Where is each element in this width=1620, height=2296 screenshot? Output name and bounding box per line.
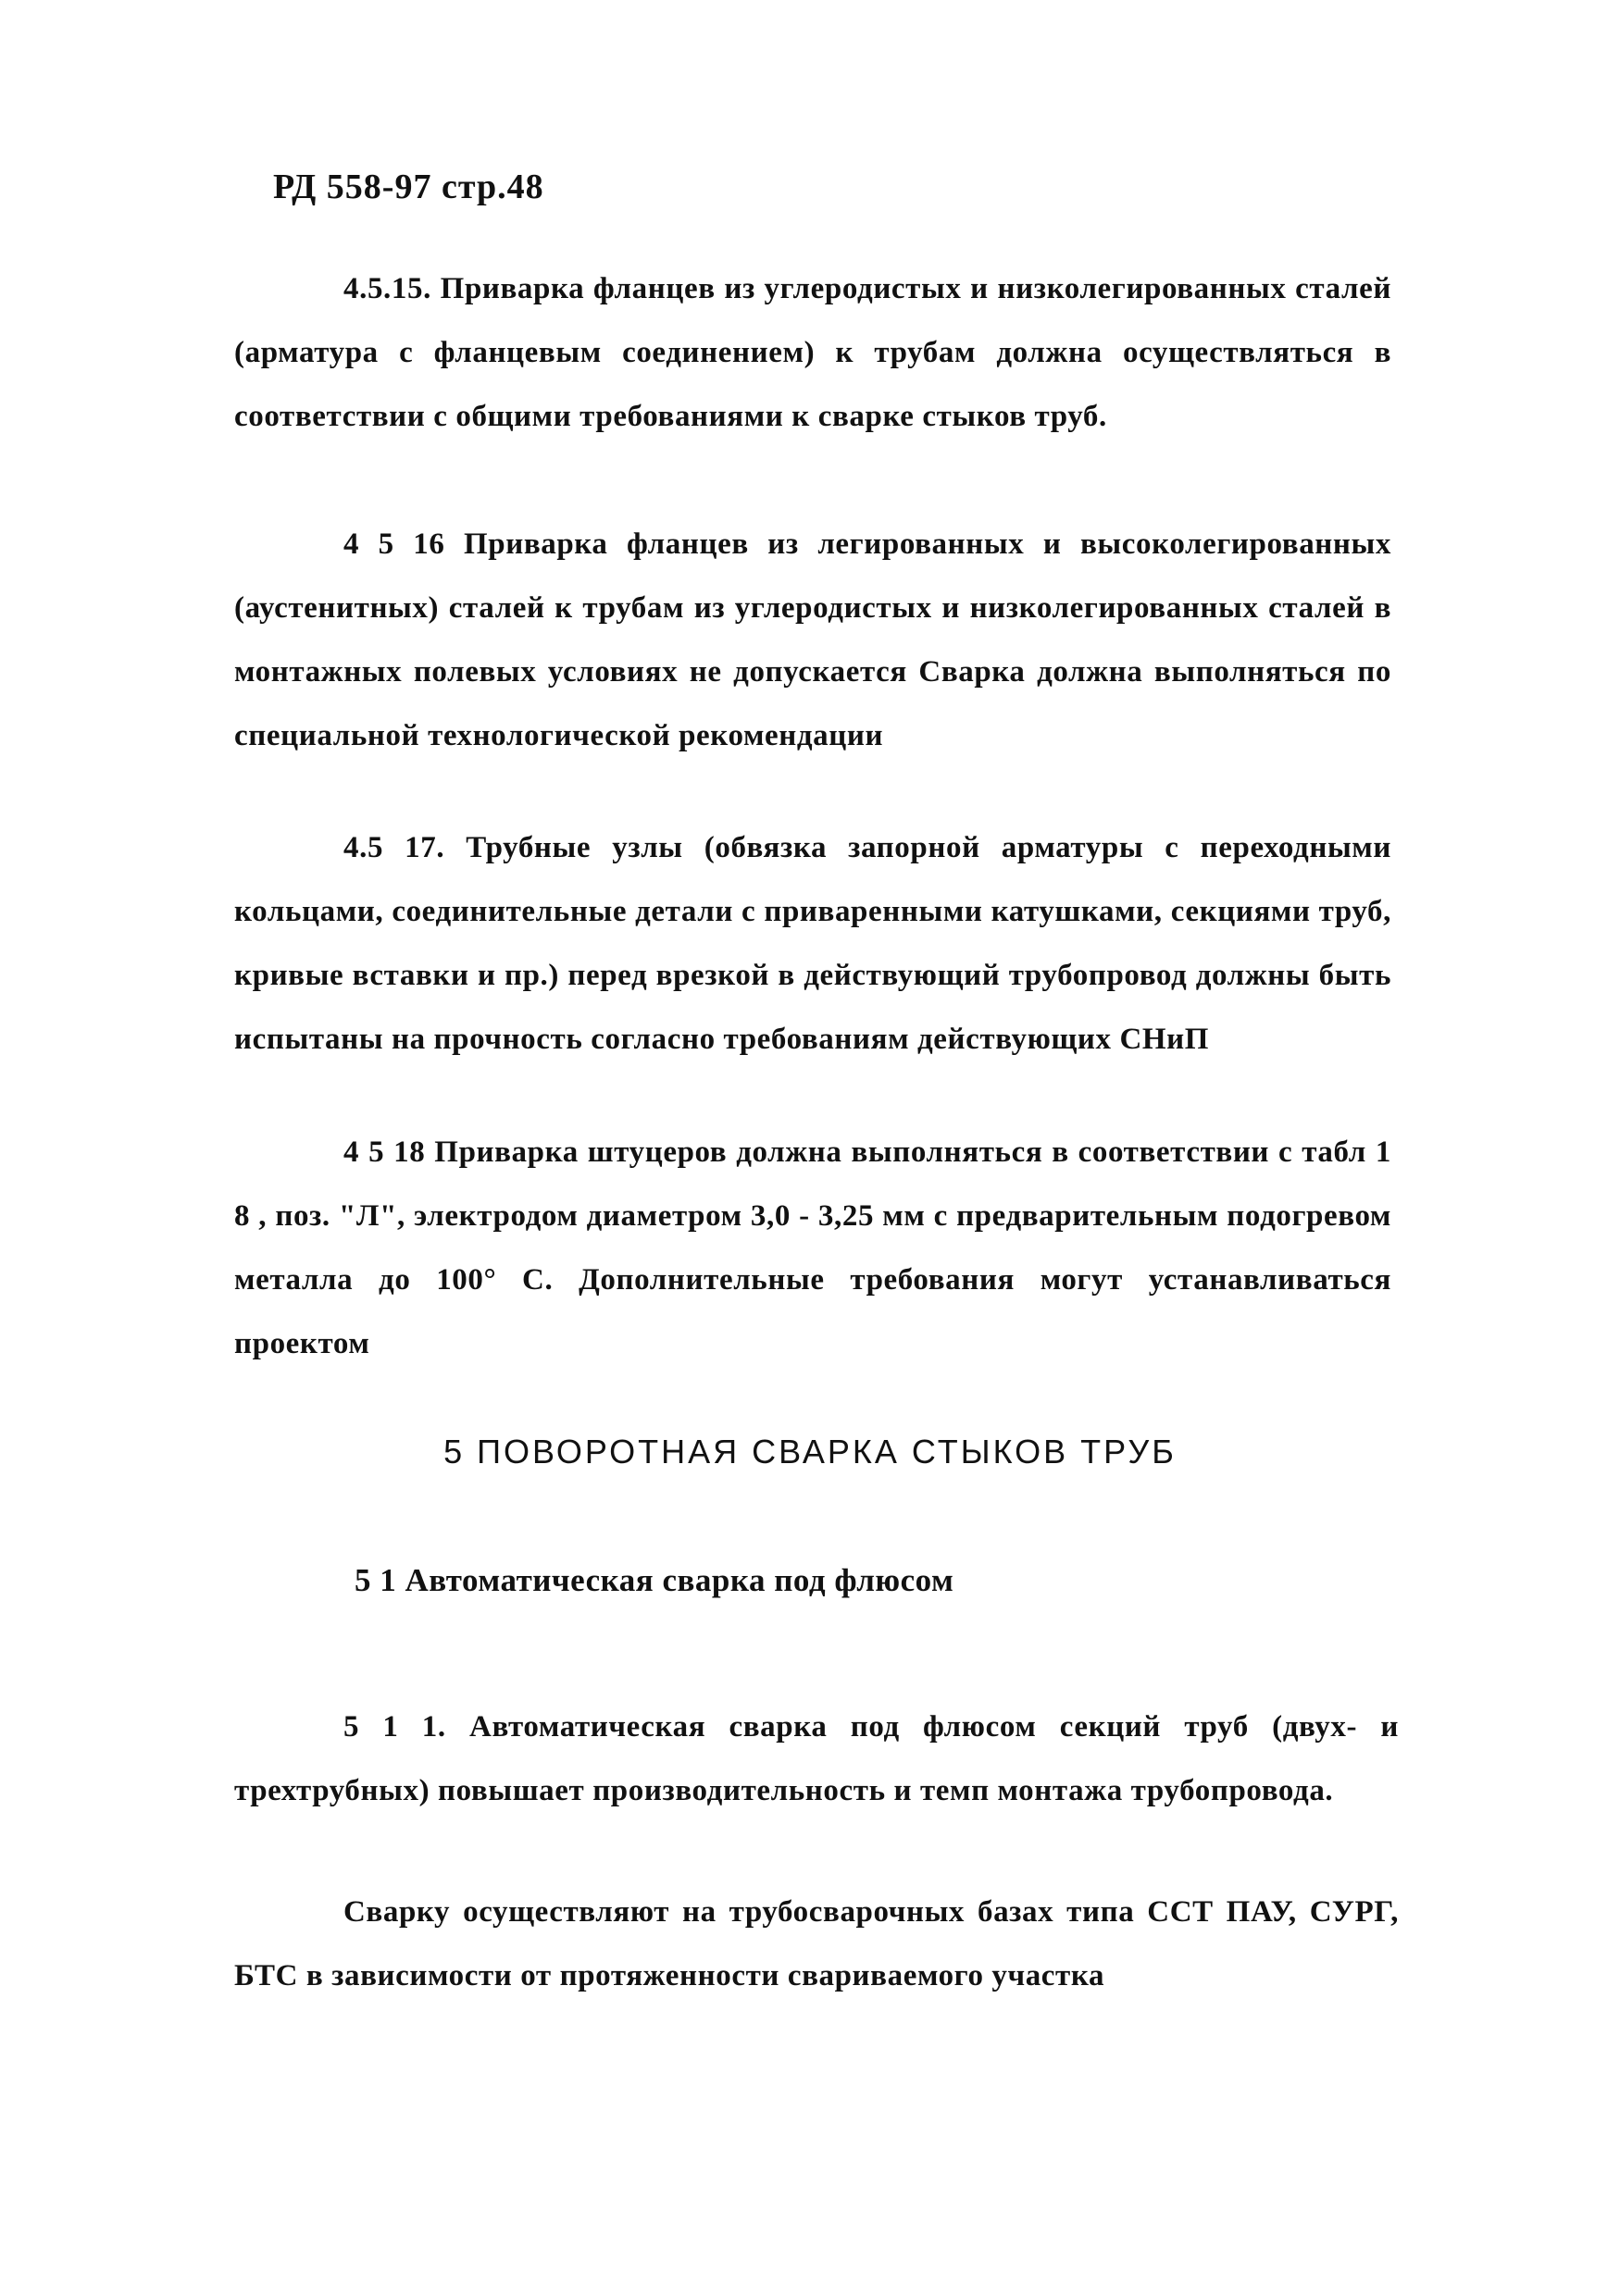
paragraph-4-5-18: 4 5 18 Приварка штуцеров должна выполняться в соответствии с табл 1 8 , поз. "Л", электродом диаметром 3,0 - 3,25 мм с предварительным подогревом металла до 100° С. Дополнительные требования могут устанавливаться проектом [234, 1136, 1391, 1360]
paragraph-4-5-16: 4 5 16 Приварка фланцев из легированных и высоколегированных (аустенитных) сталей к трубам из углеродистых и низколегированных сталей в монтажных полевых условиях не допускается Сварка должна выполняться по специальной технологической рекомендации [234, 527, 1391, 752]
paragraph-5-1-1: 5 1 1. Автоматическая сварка под флюсом секций труб (двух- и трехтрубных) повышает производительность и темп монтажа трубопровода. [234, 1710, 1399, 1807]
paragraph-4-5-15: 4.5.15. Приварка фланцев из углеродистых и низколегированных сталей (арматура с фланцевым соединением) к трубам должна осуществляться в соответствии с общими требованиями к сварке стыков труб. [234, 272, 1391, 433]
section-title: 5 ПОВОРОТНАЯ СВАРКА СТЫКОВ ТРУБ [443, 1433, 1177, 1471]
subsection-title: 5 1 Автоматическая сварка под флюсом [355, 1562, 954, 1598]
paragraph-4-5-17: 4.5 17. Трубные узлы (обвязка запорной арматуры с переходными кольцами, соединительные детали с приваренными катушками, секциями труб, кривые вставки и пр.) перед врезкой в действующий трубопровод должны быть испытаны на прочность согласно требованиям действующих СНиП [234, 831, 1391, 1056]
page-header: РД 558-97 стр.48 [273, 168, 544, 206]
paragraph-welding-bases: Сварку осуществляют на трубосварочных базах типа ССТ ПАУ, СУРГ, БТС в зависимости от протяженности свариваемого участка [234, 1895, 1399, 1992]
